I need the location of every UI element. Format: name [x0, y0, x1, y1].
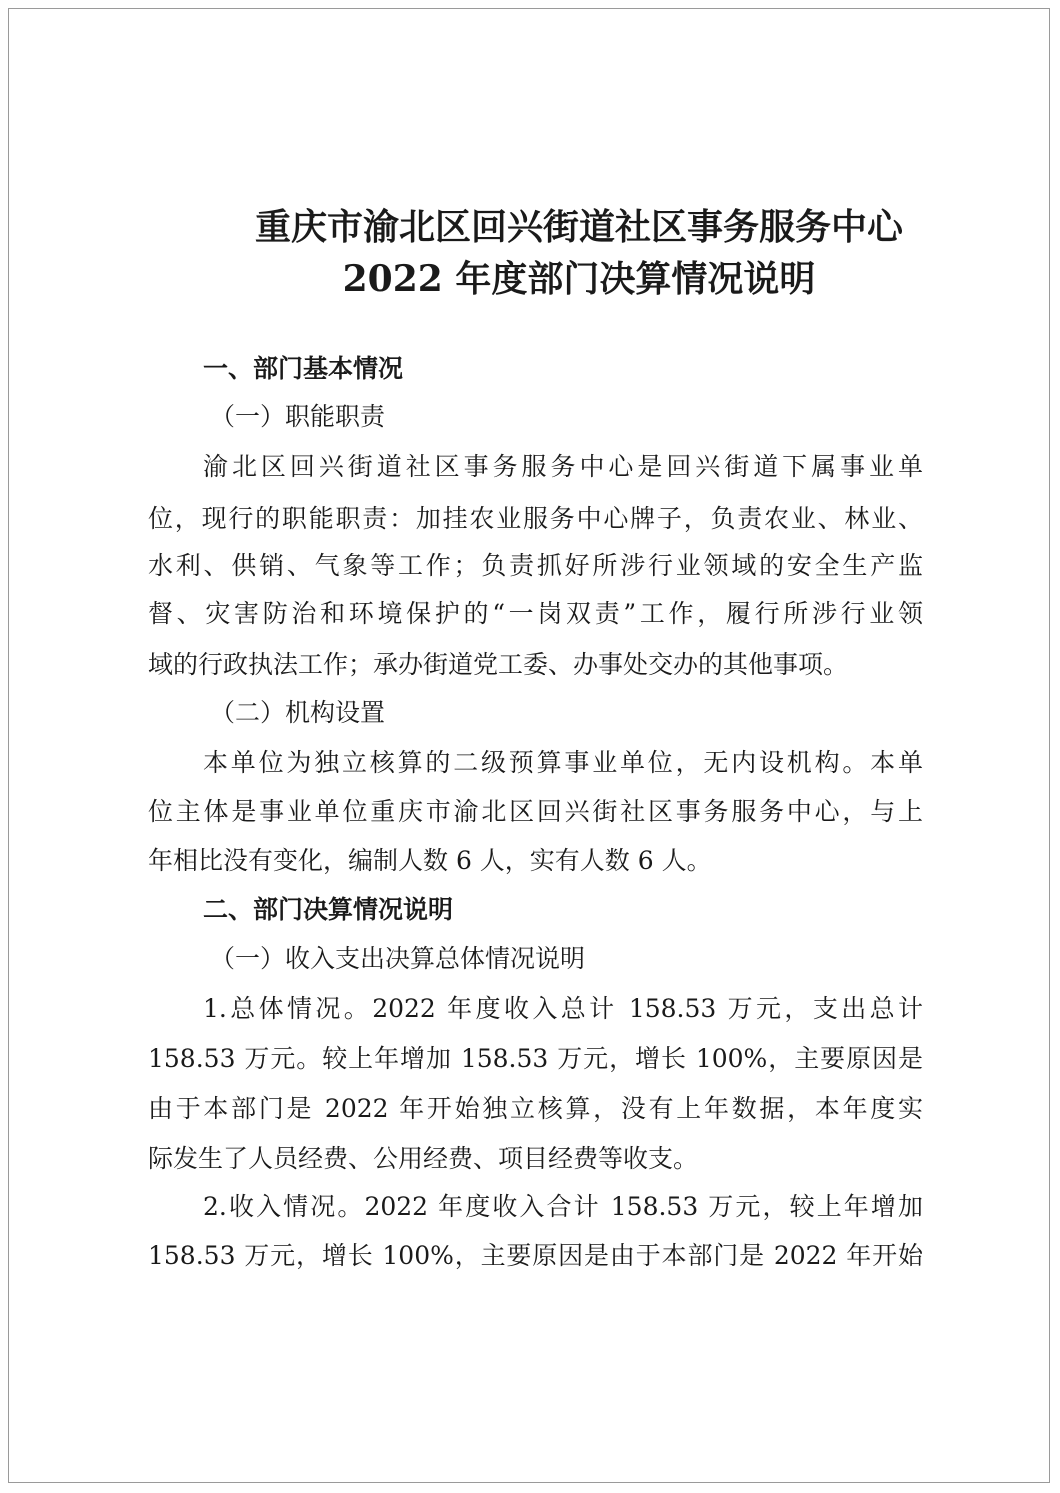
paragraph-line: 2.收入情况。2022 年度收入合计 158.53 万元，较上年增加 — [203, 1192, 923, 1221]
paragraph-line: 本单位为独立核算的二级预算事业单位，无内设机构。本单 — [203, 748, 923, 777]
paragraph-line: 158.53 万元，增长 100%，主要原因是由于本部门是 2022 年开始 — [148, 1241, 923, 1270]
paragraph-line: 督、灾害防治和环境保护的“一岗双责”工作，履行所涉行业领 — [148, 599, 923, 628]
subsection-heading-income-expense: （一）收入支出决算总体情况说明 — [210, 944, 586, 973]
paragraph-line: 际发生了人员经费、公用经费、项目经费等收支。 — [148, 1144, 699, 1173]
paragraph-line: 158.53 万元。较上年增加 158.53 万元，增长 100%，主要原因是 — [148, 1044, 923, 1073]
section-heading-final-accounts: 二、部门决算情况说明 — [203, 895, 454, 924]
paragraph-line: 1.总体情况。2022 年度收入总计 158.53 万元，支出总计 — [203, 994, 923, 1023]
paragraph-line: 位主体是事业单位重庆市渝北区回兴街社区事务服务中心，与上 — [148, 797, 923, 826]
paragraph-line: 渝北区回兴街道社区事务服务中心是回兴街道下属事业单 — [203, 452, 923, 481]
document-title-line-2: 2022 年度部门决算情况说明 — [342, 258, 816, 300]
paragraph-line: 年相比没有变化，编制人数 6 人，实有人数 6 人。 — [148, 846, 712, 875]
section-heading-basic-info: 一、部门基本情况 — [203, 354, 404, 383]
paragraph-line: 域的行政执法工作；承办街道党工委、办事处交办的其他事项。 — [148, 650, 849, 679]
document-title-line-1: 重庆市渝北区回兴街道社区事务服务中心 — [254, 206, 903, 248]
paragraph-line: 水利、供销、气象等工作；负责抓好所涉行业领域的安全生产监 — [148, 551, 923, 580]
paragraph-line: 由于本部门是 2022 年开始独立核算，没有上年数据，本年度实 — [148, 1094, 923, 1123]
paragraph-line: 位，现行的职能职责：加挂农业服务中心牌子，负责农业、林业、 — [148, 504, 923, 533]
subsection-heading-duties: （一）职能职责 — [210, 402, 386, 431]
subsection-heading-structure: （二）机构设置 — [210, 698, 386, 727]
